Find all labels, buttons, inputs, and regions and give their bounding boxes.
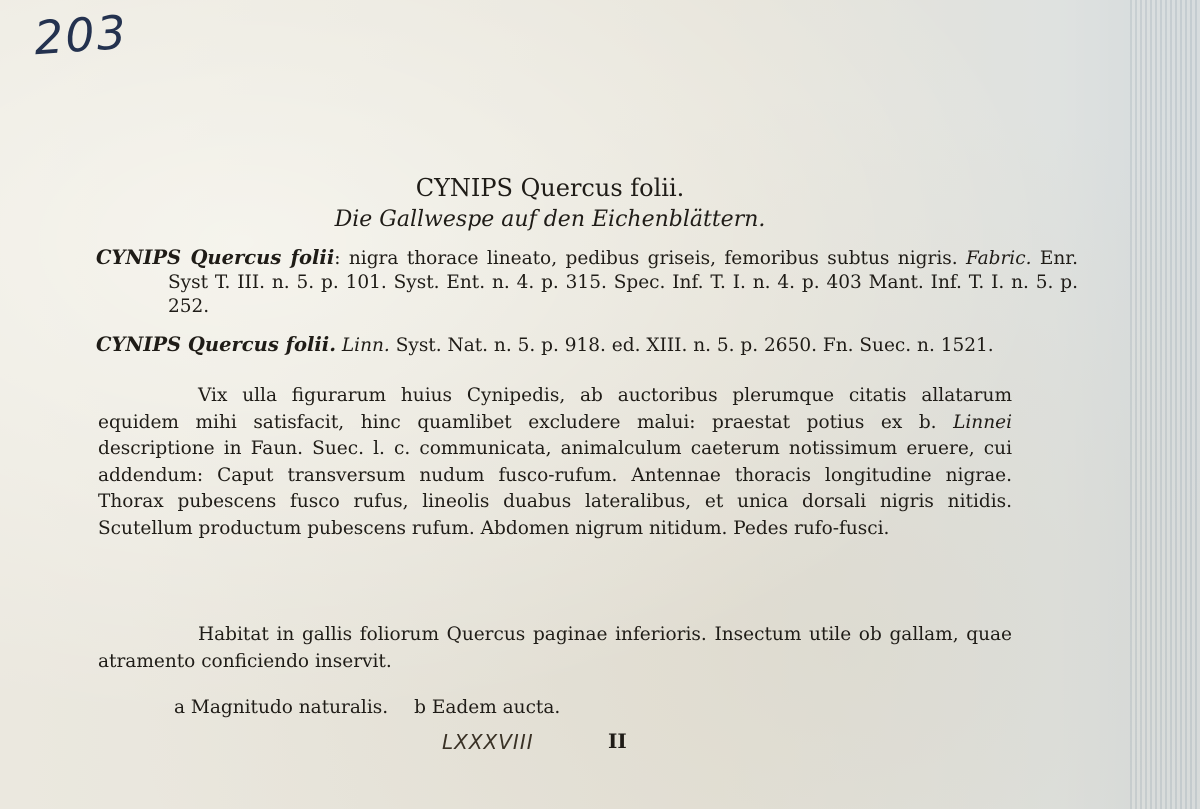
figure-caption [174, 697, 560, 718]
synonymy-entry-fabricius [96, 246, 1078, 319]
paragraph-text: Vix ulla figurarum huius Cynipedis, ab auctoribus plerumque citatis allatarum equidem mihi satisfacit, hinc quamlibet excludere malui: praestat potius ex b. [98, 385, 1012, 433]
taxon-name: CYNIPS Quercus folii [96, 246, 335, 269]
caption-a: a Magnitudo naturalis. [174, 697, 389, 718]
habitat-paragraph: Habitat in gallis foliorum Quercus paginae inferioris. Insectum utile ob gallam, quae atramento conficiendo inservit. [98, 624, 1012, 672]
handwritten-plate-number: LXXXVIII [442, 730, 534, 754]
reference-author: Linn. [341, 335, 390, 356]
document-title: CYNIPS Quercus folii. [415, 174, 685, 202]
taxon-name: CYNIPS Quercus folii. [96, 333, 336, 356]
document-subtitle: Die Gallwespe auf den Eichenblättern. [334, 207, 766, 232]
description-paragraph [98, 383, 1012, 543]
paragraph-text: descriptione in Faun. Suec. l. c. communicata, animalculum caeterum notissimum eruere, cui addendum: Caput transversum nudum fusco-rufum. Antennae thoracis longitudine nigrae. Thorax pubescens fusco rufus, lineolis duabus lateralibus, et unica dorsali nigris nitidis. Scutellum productum pubescens rufum. Abdomen nigrum nitidum. Pedes rufo-fusci. [98, 438, 1012, 539]
caption-b: b Eadem aucta. [414, 697, 561, 718]
entry-text: Syst. Nat. n. 5. p. 918. ed. XIII. n. 5. p. 2650. Fn. Suec. n. 1521. [389, 335, 994, 356]
paragraph-emphasis: Linnei [953, 411, 1012, 433]
plate-number: II [608, 729, 627, 753]
synonymy-entry-linnaeus [96, 333, 1078, 358]
page-edge-shadow [1130, 0, 1200, 809]
entry-text: : nigra thorace lineato, pedibus griseis, femoribus subtus nigris. [334, 248, 967, 269]
handwritten-page-number: 203 [32, 4, 130, 66]
entry-text: Enr. Syst T. III. n. 5. p. 101. Syst. Ent. n. 4. p. 315. Spec. Inf. T. I. n. 4. p. 403 Mant. Inf. T. I. n. 5. p. 252. [168, 248, 1078, 317]
reference-author: Fabric. [966, 248, 1032, 269]
